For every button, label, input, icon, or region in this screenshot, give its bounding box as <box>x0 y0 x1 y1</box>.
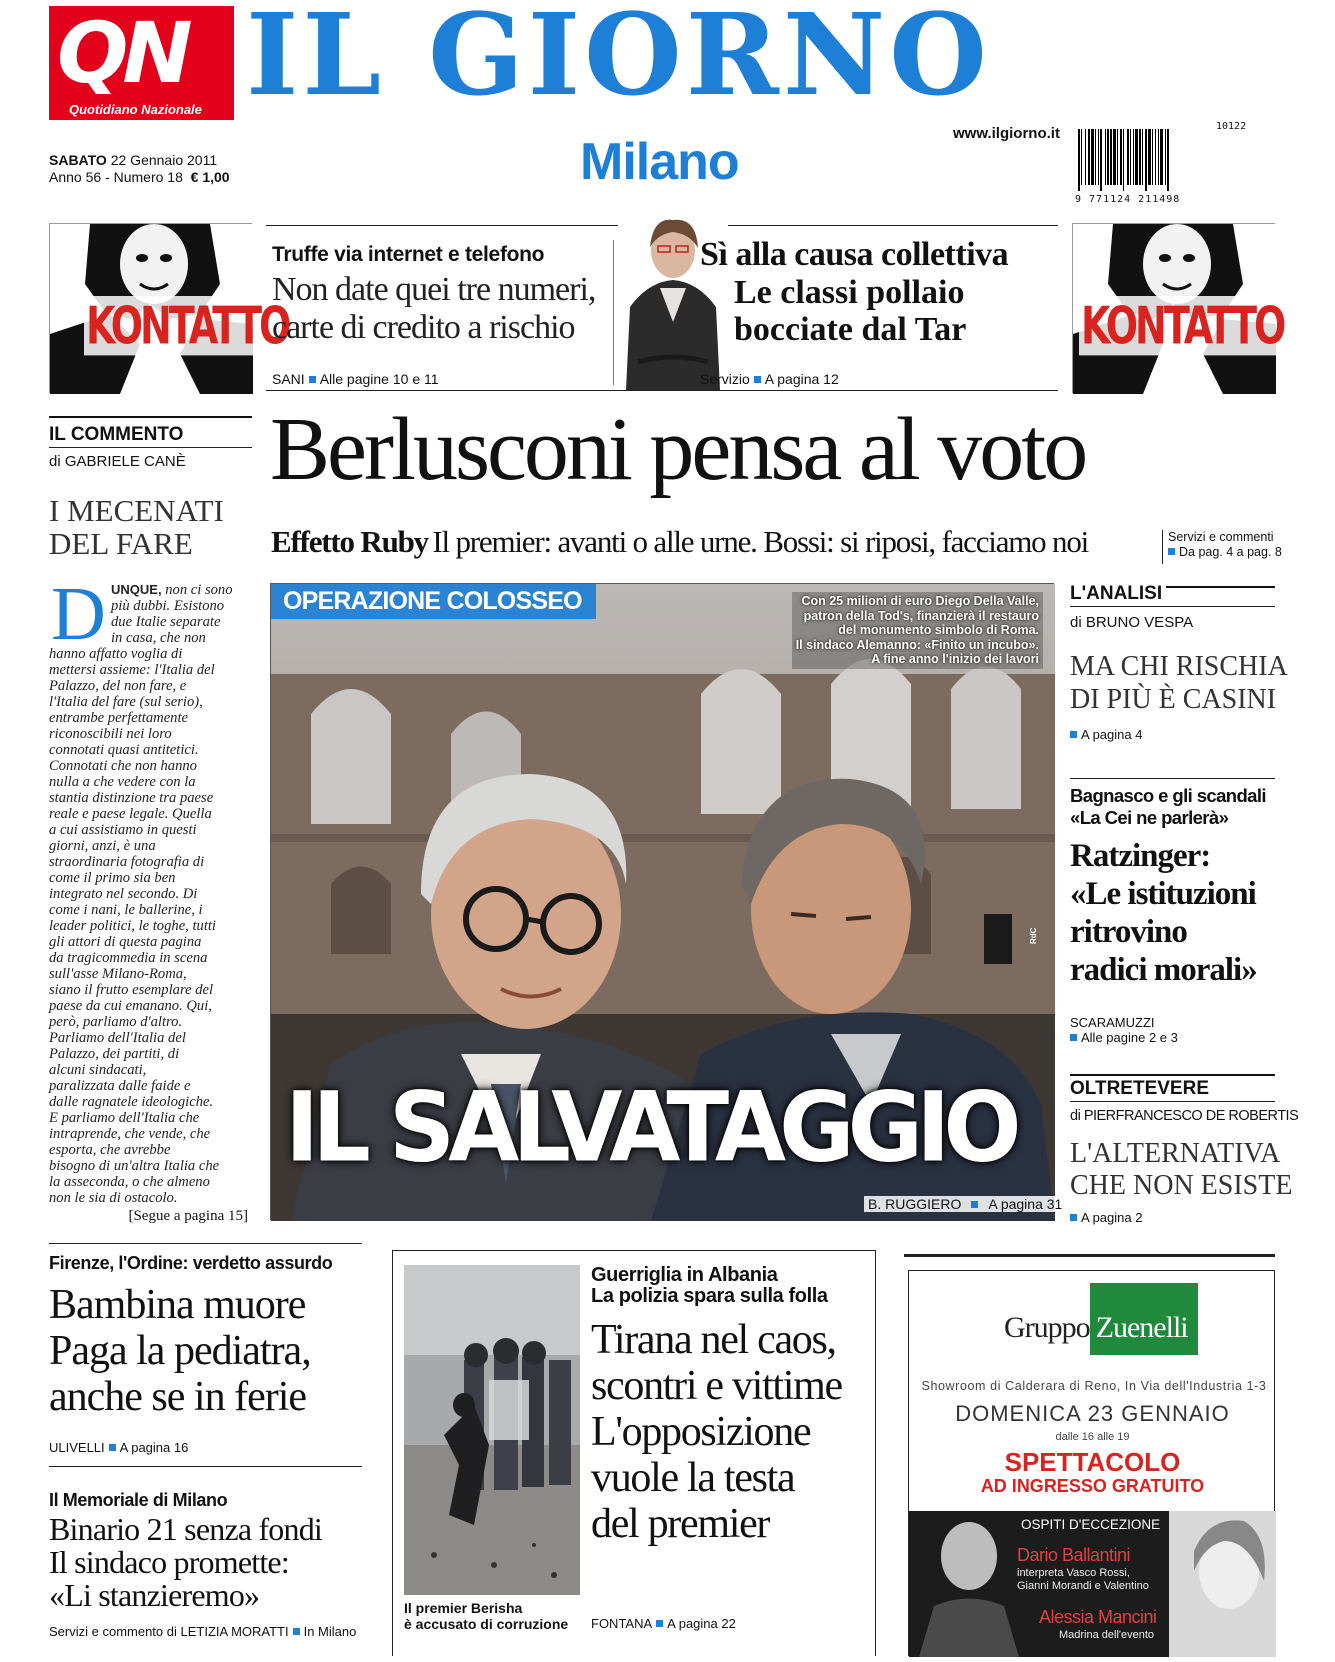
photo-pages[interactable]: A pagina 31 <box>988 1196 1063 1212</box>
commento-rule-mid <box>49 447 252 448</box>
truffe-pages[interactable]: Alle pagine 10 e 11 <box>319 371 439 387</box>
ratzinger-story[interactable] <box>1070 785 1280 1045</box>
commento-line: siano il frutto esemplare del <box>49 982 214 998</box>
firenze-story[interactable] <box>49 1253 369 1455</box>
firenze-pages[interactable]: A pagina 16 <box>119 1440 189 1455</box>
memoriale-kicker: Il Memoriale di Milano <box>49 1490 228 1510</box>
kontatto-ad-right[interactable] <box>1072 223 1284 393</box>
firenze-headline-1: Bambina muore <box>49 1282 306 1328</box>
truffe-author: SANI <box>272 371 305 387</box>
barcode-digits: 9 771124 211498 <box>1075 194 1181 205</box>
barcode-top-number: 10122 <box>1216 121 1247 132</box>
commento-line: come il primo sia ben <box>49 870 176 886</box>
commento-line: Palazzo, dei partiti, di <box>49 1046 180 1062</box>
top-story-classi[interactable] <box>700 236 1060 387</box>
photo-caption <box>792 592 1043 669</box>
main-sub-rest: Il premier: avanti o alle urne. Bossi: si riposi, facciamo noi <box>432 524 1089 559</box>
albania-caption <box>404 1600 568 1632</box>
commento-line: più dubbi. Esistono <box>111 598 225 614</box>
ratzinger-headline-2: «Le istituzioni <box>1070 876 1256 912</box>
albania-headline-2: scontri e vittime <box>591 1363 842 1409</box>
analisi-pages[interactable]: A pagina 4 <box>1081 727 1143 742</box>
main-sub-bold: Effetto Ruby <box>271 524 428 559</box>
square-icon <box>971 1201 978 1208</box>
truffe-byline <box>272 371 439 387</box>
price: € 1,00 <box>190 169 230 185</box>
barcode-bars <box>1078 129 1169 191</box>
commento-line: integrato nel secondo. Di <box>49 886 198 902</box>
caption-1: Con 25 milioni di euro Diego Della Valle, <box>801 594 1039 608</box>
commento-line: nulla a che vedere con la <box>49 774 196 790</box>
oltretevere-section: OLTRETEVERE <box>1070 1078 1209 1099</box>
zuenelli-event-2: AD INGRESSO GRATUITO <box>980 1476 1205 1496</box>
commento-line: reale e paese legale. Quella <box>49 806 212 822</box>
zuenelli-brand-1: Gruppo <box>1004 1311 1090 1344</box>
commento-line: stantia distinzione tra paese <box>49 790 214 806</box>
commento-line: due Italie separate <box>111 614 221 630</box>
square-icon <box>309 376 316 383</box>
memoriale-pages[interactable]: In Milano <box>303 1624 357 1639</box>
albania-headline-4: vuole la testa <box>591 1455 795 1501</box>
ratzinger-headline-1: Ratzinger: <box>1070 838 1211 874</box>
memoriale-story[interactable] <box>49 1490 369 1639</box>
oltretevere-rule-mid <box>1070 1101 1275 1102</box>
commento-dropcap: D <box>51 572 106 656</box>
commento-line: E parliamo dell'Italia che <box>49 1110 200 1126</box>
square-icon <box>109 1444 116 1451</box>
zuenelli-guests-panel <box>909 1511 1276 1657</box>
commento-line: giorni, anzi, è una <box>49 838 156 854</box>
oltretevere-title-1: L'ALTERNATIVA <box>1070 1138 1281 1169</box>
zuenelli-logo <box>1004 1283 1198 1355</box>
newspaper-title[interactable]: IL GIORNO <box>246 0 991 121</box>
commento-line: intraprende, che vende, che <box>49 1126 211 1142</box>
classi-headline-3: bocciate dal Tar <box>734 311 967 348</box>
caption-2: patron della Tod's, finanzierà il restauro <box>803 608 1039 623</box>
edition-name: Milano <box>580 133 739 191</box>
main-headline[interactable]: Berlusconi pensa al voto <box>270 400 1086 499</box>
date-rest: 22 Gennaio 2011 <box>110 152 218 168</box>
zuenelli-guests: OSPITI D'ECCEZIONE <box>1021 1517 1161 1532</box>
analisi-title[interactable] <box>1070 650 1288 716</box>
commento-line: entrambe perfettamente <box>49 710 189 726</box>
truffe-headline-1: Non date quei tre numeri, <box>272 271 596 308</box>
ratzinger-kicker-2: «La Cei ne parlerà» <box>1070 807 1229 828</box>
commento-line: non le sia di ostacolo. <box>49 1190 178 1206</box>
main-services[interactable] <box>1168 530 1282 560</box>
commento-title-2: DEL FARE <box>49 526 193 561</box>
ratzinger-author: SCARAMUZZI <box>1070 1015 1155 1030</box>
ratzinger-headline-4: radici morali» <box>1070 952 1257 988</box>
analisi-pages-line <box>1070 727 1142 742</box>
square-icon <box>1070 731 1077 738</box>
square-icon <box>656 1620 663 1627</box>
qn-subtitle: Quotidiano Nazionale <box>69 102 202 117</box>
date-line <box>49 152 230 186</box>
photo-credit: RdC <box>1029 927 1038 944</box>
albania-headline-3: L'opposizione <box>591 1409 811 1455</box>
firenze-kicker: Firenze, l'Ordine: verdetto assurdo <box>49 1253 333 1273</box>
commento-line: riconoscibili nei loro <box>49 726 172 742</box>
bottom-left-rule-top <box>49 1243 362 1244</box>
oltretevere-title[interactable] <box>1070 1138 1292 1202</box>
analisi-title-1: MA CHI RISCHIA <box>1070 651 1288 682</box>
main-photo[interactable] <box>270 583 1063 1220</box>
albania-caption-2: è accusato di corruzione <box>404 1616 569 1632</box>
date-day: SABATO <box>49 152 107 168</box>
commento-line: straordinaria fotografia di <box>49 854 205 870</box>
commento-line: però, parliamo d'altro. <box>49 1014 183 1030</box>
ratzinger-pages[interactable]: Alle pagine 2 e 3 <box>1081 1030 1178 1045</box>
oltretevere-title-2: CHE NON ESISTE <box>1070 1170 1293 1201</box>
albania-kicker-1: Guerriglia in Albania <box>591 1264 778 1286</box>
square-icon <box>1070 1214 1077 1221</box>
commento-line: come i nani, le ballerine, i <box>49 902 203 918</box>
albania-kicker-2: La polizia spara sulla folla <box>591 1285 828 1307</box>
truffe-headline-2: carte di credito a rischio <box>272 309 575 346</box>
caption-3: del monumento simbolo di Roma. <box>838 623 1039 637</box>
memoriale-headline-1: Binario 21 senza fondi <box>49 1511 322 1547</box>
ad-rule <box>904 1254 1275 1257</box>
firenze-author: ULIVELLI <box>49 1440 105 1455</box>
commento-line: dalle ragnatele ideologiche. <box>49 1094 214 1110</box>
oltretevere-author: di PIERFRANCESCO DE ROBERTIS <box>1070 1108 1299 1124</box>
issue-number: Anno 56 - Numero 18 <box>49 169 183 185</box>
classi-byline <box>700 371 839 387</box>
commento-line: l'Italia del fare (sul serio), <box>49 694 203 710</box>
zuenelli-guest2-desc: Madrina dell'evento <box>1059 1629 1155 1641</box>
commento-section: IL COMMENTO <box>49 424 184 445</box>
main-subheadline <box>271 524 1088 560</box>
main-services-2: Da pag. 4 a pag. 8 <box>1179 545 1282 559</box>
commento-line: in casa, che non <box>111 630 206 646</box>
albania-byline <box>591 1616 736 1631</box>
photo-headline: IL SALVATAGGIO <box>285 1071 1015 1184</box>
commento-line: connotati quasi antitetici. <box>49 742 199 758</box>
analisi-rule-mid <box>1070 606 1275 607</box>
commento-first-line: non ci sono <box>165 582 233 598</box>
firenze-headline-3: anche se in ferie <box>49 1374 307 1420</box>
commento-line: leader politici, le toghe, tutti <box>49 918 216 934</box>
analisi-section: L'ANALISI <box>1070 583 1166 605</box>
commento-author: di GABRIELE CANÈ <box>49 453 186 470</box>
commento-title[interactable] <box>49 494 224 560</box>
commento-line: da tragicommedia in scena <box>49 950 208 966</box>
zuenelli-hours: dalle 16 alle 19 <box>1055 1431 1130 1443</box>
memoriale-author: Servizi e commento di LETIZIA MORATTI <box>49 1624 289 1639</box>
ratzinger-kicker-1: Bagnasco e gli scandali <box>1070 785 1266 806</box>
square-icon <box>1168 548 1175 555</box>
barcode <box>1075 120 1265 210</box>
albania-photo <box>404 1265 580 1595</box>
square-icon <box>754 376 761 383</box>
commento-title-1: I MECENATI <box>49 493 224 528</box>
main-services-1: Servizi e commenti <box>1168 530 1274 544</box>
caption-4: Il sindaco Alemanno: «Finito un incubo». <box>795 637 1039 652</box>
albania-headline-1: Tirana nel caos, <box>591 1317 836 1363</box>
ratzinger-headline-3: ritrovino <box>1070 914 1187 950</box>
firenze-headline-2: Paga la pediatra, <box>49 1328 311 1374</box>
photo-byline <box>864 1196 1066 1212</box>
albania-pages[interactable]: A pagina 22 <box>667 1616 736 1631</box>
commento-line: mettersi assieme: l'Italia del <box>49 662 215 678</box>
classi-headline-2: Le classi pollaio <box>734 274 965 311</box>
kontatto-label-right: KONTATTO <box>1081 296 1284 356</box>
zuenelli-location: Showroom di Calderara di Reno, In Via dell'Industria 1-3 <box>921 1379 1267 1393</box>
photo-label: OPERAZIONE COLOSSEO <box>271 584 596 619</box>
zuenelli-guest1-desc-1: interpreta Vasco Rossi, <box>1017 1567 1130 1579</box>
analisi-title-2: DI PIÙ È CASINI <box>1070 684 1277 715</box>
commento-line: a cui assistiamo in questi <box>49 822 197 838</box>
oltretevere-pages[interactable]: A pagina 2 <box>1081 1210 1143 1225</box>
zuenelli-guest2-name: Alessia Mancini <box>1039 1607 1157 1627</box>
memoriale-rule <box>49 1466 362 1467</box>
albania-story[interactable] <box>591 1265 871 1547</box>
top-strip-divider <box>613 240 614 385</box>
zuenelli-brand-2: Zuenelli <box>1090 1283 1198 1355</box>
commento-lead-caps: UNQUE, <box>111 582 162 597</box>
website-link[interactable]: www.ilgiorno.it <box>953 125 1060 142</box>
commento-line: sull'asse Milano-Roma, <box>49 966 187 982</box>
commento-line: Palazzo, del non fare, e <box>49 678 187 694</box>
top-strip-rule-bottom <box>266 390 1058 391</box>
commento-line: la asseconda, o che almeno <box>49 1174 210 1190</box>
truffe-kicker: Truffe via internet e telefono <box>272 243 545 266</box>
classi-pages[interactable]: A pagina 12 <box>764 371 839 387</box>
photo-author: B. RUGGIERO <box>868 1196 962 1212</box>
commento-body <box>49 572 254 1225</box>
commento-line: paralizzata dalle faide e <box>49 1078 191 1094</box>
square-icon <box>293 1628 300 1635</box>
commento-line: hanno affatto voglia di <box>49 646 183 662</box>
albania-author: FONTANA <box>591 1616 653 1631</box>
zuenelli-guest1-desc-2: Gianni Morandi e Valentino <box>1017 1580 1149 1592</box>
classi-headline-1: Sì alla causa collettiva <box>700 236 1009 273</box>
commento-line: bisogno di un'altra Italia che <box>49 1158 220 1174</box>
commento-line: Connotati che non hanno <box>49 758 197 774</box>
main-services-divider <box>1162 530 1163 564</box>
commento-continue[interactable]: [Segue a pagina 15] <box>128 1208 248 1224</box>
zuenelli-date: DOMENICA 23 GENNAIO <box>955 1401 1230 1426</box>
ratzinger-rule <box>1070 778 1275 779</box>
zuenelli-guest1-name: Dario Ballantini <box>1017 1545 1131 1565</box>
oltretevere-rule-top <box>1070 1074 1275 1076</box>
commento-line: esporta, che avrebbe <box>49 1142 171 1158</box>
commento-line: alcuni sindacati, <box>49 1062 147 1078</box>
commento-line: gli attori di questa pagina <box>49 934 202 950</box>
oltretevere-pages-line <box>1070 1210 1142 1225</box>
commento-text <box>49 582 254 1206</box>
top-story-truffe[interactable] <box>272 243 612 387</box>
albania-caption-1: Il premier Berisha <box>404 1600 523 1616</box>
classi-author: Servizio <box>700 371 750 387</box>
commento-line: paese da cui emanano. Qui, <box>49 998 212 1014</box>
square-icon <box>1070 1034 1077 1041</box>
kontatto-label-left: KONTATTO <box>86 296 289 356</box>
memoriale-headline-3: «Li stanzieremo» <box>49 1577 260 1613</box>
zuenelli-ad[interactable] <box>908 1270 1275 1656</box>
albania-headline-5: del premier <box>591 1501 770 1547</box>
memoriale-headline-2: Il sindaco promette: <box>49 1544 289 1580</box>
qn-logo[interactable] <box>49 6 234 120</box>
zuenelli-event-1: SPETTACOLO <box>1004 1447 1181 1477</box>
caption-5: A fine anno l'inizio dei lavori <box>871 652 1039 666</box>
analisi-author: di BRUNO VESPA <box>1070 614 1194 631</box>
commento-line: Parliamo dell'Italia del <box>49 1030 186 1046</box>
qn-logo-text: QN <box>57 4 187 102</box>
commento-rule-top <box>49 416 252 418</box>
